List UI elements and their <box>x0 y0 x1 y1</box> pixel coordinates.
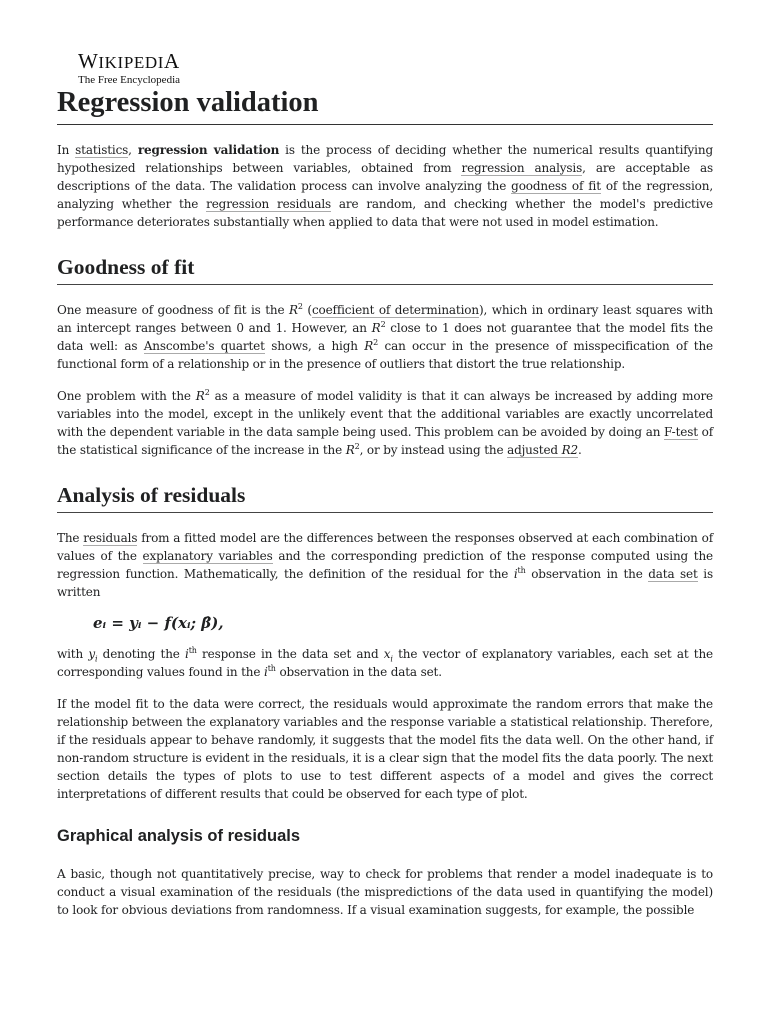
page-title: Regression validation <box>57 86 713 125</box>
residuals-paragraph-3: If the model fit to the data were correct, the residuals would approximate the random errors that make the relationship between the explanatory variables and the response variable a statistical relationship. Therefore, if the residuals appear to behave randomly, it suggests that the model fits the data well. On the other hand, if non-random structure is evident in the residuals, it is a clear sign that the model fits the data poorly. The next section details the types of plots to use to test different aspects of a model and gives the correct interpretations of different results that could be observed for each type of plot. <box>57 697 713 801</box>
link-regression-analysis[interactable]: regression analysis <box>461 161 583 175</box>
wikipedia-logo[interactable] <box>78 50 180 87</box>
link-data-set[interactable]: data set <box>648 567 698 581</box>
wikipedia-wordmark: WIKIPEDIA <box>78 49 180 73</box>
bold-term: regression validation <box>137 143 280 157</box>
link-adjusted-r2[interactable]: adjusted R2 <box>507 443 578 457</box>
residuals-paragraph-1: The residuals from a fitted model are the differences between the responses observed at each combination of values of the explanatory variables and the corresponding prediction of the response computed using the regression function. Mathematically, the definition of the residual for the $i^{th}$ observation in the data set is written <box>57 531 713 599</box>
link-goodness-of-fit[interactable]: goodness of fit <box>511 179 601 193</box>
link-residuals[interactable]: residuals <box>83 531 138 545</box>
link-statistics[interactable]: statistics <box>75 143 129 157</box>
link-coefficient-of-determination[interactable]: coefficient of determination <box>311 303 479 317</box>
article-content <box>57 86 713 919</box>
link-anscombes-quartet[interactable]: Anscombe's quartet <box>143 339 265 353</box>
link-f-test[interactable]: F-test <box>664 425 698 439</box>
link-regression-residuals[interactable]: regression residuals <box>206 197 332 211</box>
heading-graphical-analysis: Graphical analysis of residuals <box>57 827 301 845</box>
residual-formula: eᵢ = yᵢ − f(xᵢ; β̂), <box>93 614 224 632</box>
goodness-paragraph-2: One problem with the $R^2$ as a measure of model validity is that it can always be increased by adding more variables into the model, except in the unlikely event that the additional variables are exactly uncorrelated with the dependent variable in the data sample being used. This problem can be avoided by doing an F-test of the statistical significance of the increase in the $R^2$, or by instead using the adjusted R2. <box>57 388 713 457</box>
goodness-paragraph-1: One measure of goodness of fit is the $R^2$ (coefficient of determination), which in ordinary least squares with an intercept ranges between 0 and 1. However, an $R^2$ close to 1 does not guarantee that the model fits the data well: as Anscombe's quartet shows, a high $R^2$ can occur in the presence of misspecification of the functional form of a relationship or in the presence of outliers that distort the true relationship. <box>57 302 714 371</box>
residuals-paragraph-2: with $y_i$ denoting the $i^{th}$ response in the data set and $x_i$ the vector of explanatory variables, each set at the corresponding values found in the $i^{th}$ observation in the data set. <box>57 646 713 679</box>
link-explanatory-variables[interactable]: explanatory variables <box>142 549 273 563</box>
heading-goodness-of-fit: Goodness of fit <box>57 253 713 285</box>
tagline: The Free Encyclopedia <box>78 74 181 86</box>
heading-analysis-of-residuals: Analysis of residuals <box>57 481 713 513</box>
graphical-paragraph-1: A basic, though not quantitatively precise, way to check for problems that render a model inadequate is to conduct a visual examination of the residuals (the mispredictions of the data used in quantifying the model) to look for obvious deviations from randomness. If a visual examination suggests, for example, the possible <box>57 867 713 917</box>
intro-paragraph: In statistics, regression validation is the process of deciding whether the numerical results quantifying hypothesized relationships between variables, obtained from regression analysis, are acceptable as descriptions of the data. The validation process can involve analyzing the goodness of fit of the regression, analyzing whether the regression residuals are random, and checking whether the model's predictive performance deteriorates substantially when applied to data that were not used in model estimation. <box>57 143 713 229</box>
